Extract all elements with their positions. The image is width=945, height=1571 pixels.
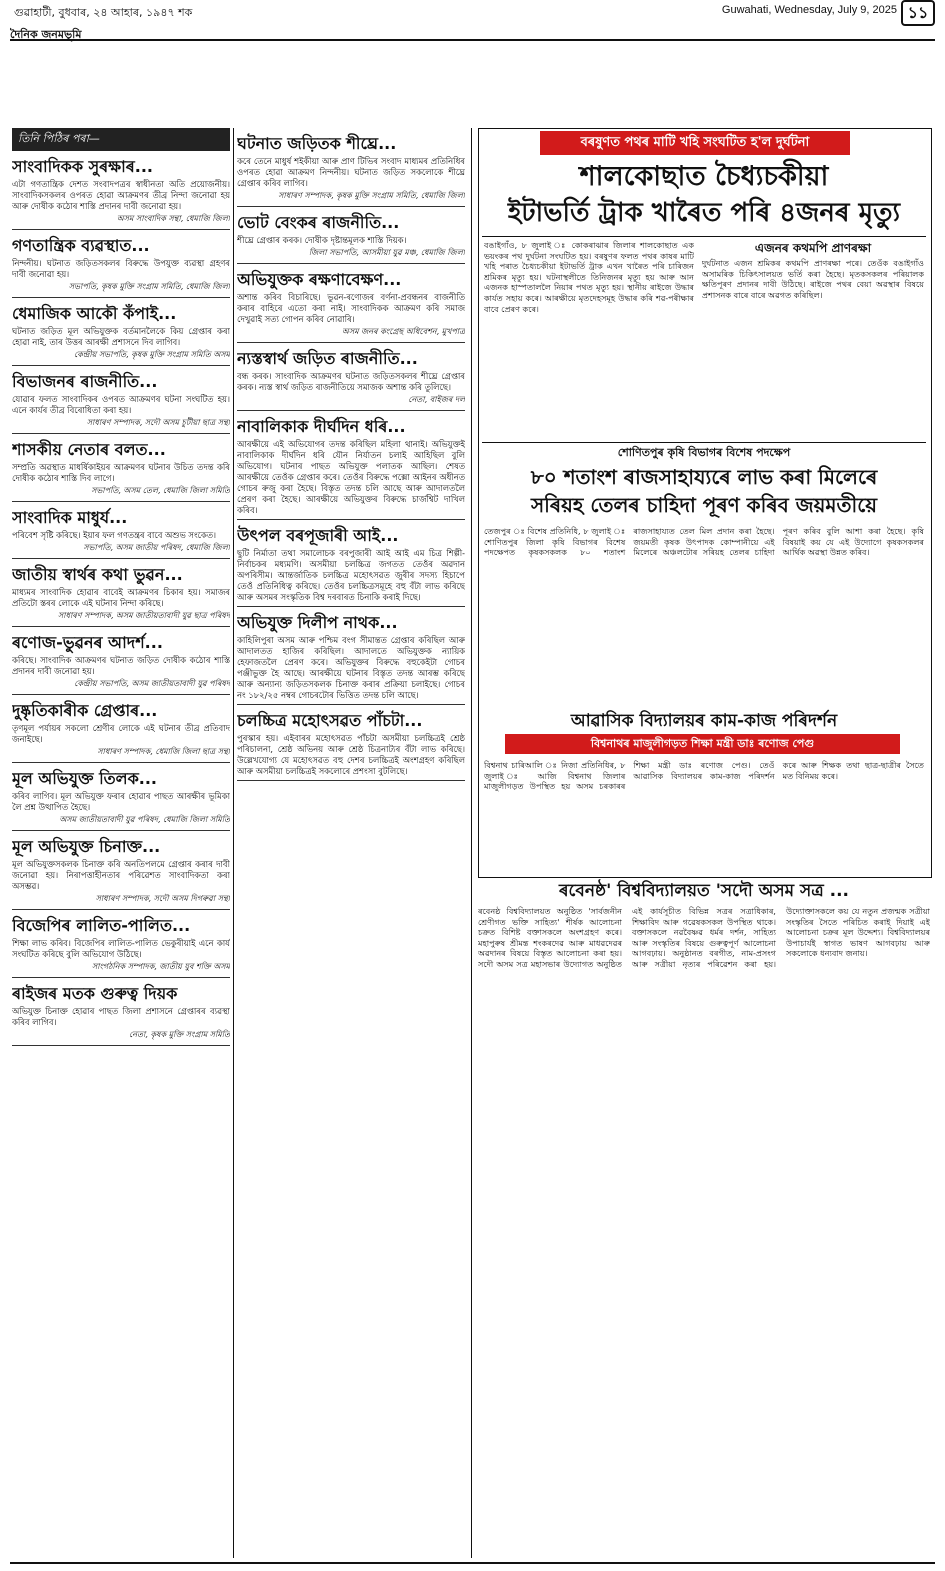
article-headline: বিভাজনৰ ৰাজনীতি... [12, 372, 158, 391]
article-signature: সভাপতি, অসম জাতীয় পৰিষদ, ধেমাজি জিলা [83, 543, 230, 552]
article-body: কৰিছে। সাংবাদিক আক্ৰমণৰ ঘটনাত জড়িত দোষীক কঠোৰ শাস্তি প্ৰদানৰ দাবী জনোৱা হয়। [12, 655, 230, 676]
article-headline: সাংবাদিকক সুৰক্ষাৰ... [12, 157, 154, 176]
article-signature: সাধাৰণ সম্পাদক, সদৌ অসম চুটীয়া ছাত্ৰ সন্থা [86, 418, 230, 427]
agri-text: তেজপুৰ ঃ বিশেষ প্ৰতিনিধি, ৮ জুলাই ঃ শোণিতপুৰ জিলা কৃষি বিভাগৰ বিশেষ পদক্ষেপত কৃষকসকলক ৮০ শতাংশ ৰাজসাহায্যত তেল মিল প্ৰদান কৰা হৈছে। জয়মতী কৃষক উৎপাদক কোম্পানীয়ে এই মিলেৰে অঞ্চলটোৰ সৰিয়হ তেলৰ চাহিদা পূৰণ কৰিব বুলি আশা কৰা হৈছে। কৃষি বিষয়াই কয় যে এই উদ্যোগে কৃষকসকলৰ আৰ্থিক অৱস্থা উন্নত কৰিব। [484, 526, 924, 558]
article-separator [237, 606, 465, 607]
article-signature: সাধাৰণ সম্পাদক, ধেমাজি জিলা ছাত্ৰ সন্থা [97, 747, 230, 756]
agri-headline-2: সৰিয়হ তেলৰ চাহিদা পূৰণ কৰিব জয়মতীয়ে [530, 493, 878, 517]
article-separator [12, 558, 230, 559]
header-date-assamese: গুৱাহাটী, বুধবাৰ, ২৪ আহাৰ, ১৯৪৭ শক [14, 6, 193, 19]
column-2 [237, 128, 465, 1558]
article-separator [237, 704, 465, 705]
article-body: অশান্ত কৰিব বিচাৰিছে। ভুৱন-ৰণোজৰ বৰ্ণনা-প্ৰবন্ধনৰ বাজনীতি কৰাৰ বাহিৰে এতো কৰা নাই। সাংবাদিকক আক্ৰমণ কৰি সমাজ দেখুৱাই সত্য গোপন কৰিব নোৱাৰি। [237, 292, 465, 324]
accident-strap: বৰষুণত পথৰ মাটি খহি সংঘটিত হ'ল দুৰ্ঘটনা [540, 131, 850, 155]
article-signature: কেন্দ্ৰীয় সভাপতি, কৃষক মুক্তি সংগ্ৰাম সমিতি অসম [74, 350, 230, 359]
article-signature: সভাপতি, কৃষক মুক্তি সংগ্ৰাম সমিতি, ধেমাজি জিলা [68, 282, 230, 291]
article-body: কাহিলিপুৰা অসম আৰু পশ্চিম বংগ সীমান্তত গ্ৰেপ্তাৰ কৰিছিল আৰু আদালতত হাজিৰ কৰিছিল। আদালতে অভিযুক্তক ন্যায়িক হেফাজতলৈ প্ৰেৰণ কৰে। অভিযুক্তৰ বিৰুদ্ধে বহুকেইটা গোচৰ পঞ্জীভুক্ত হৈ আছে। আৰক্ষীয়ে ঘটনাৰ বিস্তৃত তদন্ত আৰম্ভ কৰিছে আৰু অন্যান্য জড়িতসকলক চিনাক্ত কৰাৰ প্ৰক্ৰিয়া চলাইছে। গোচৰ নং ১৮২/২৫ নম্বৰ গোচৰটোৰ ভিত্তিত তদন্ত চলি আছে। [237, 635, 465, 700]
article-headline: ৰণোজ-ভুৱনৰ আদৰ্শ... [12, 633, 163, 652]
article-body: যোৱাৰ ফলত সাংবাদিকৰ ওপৰত আক্ৰমণৰ ঘটনা সংঘটিত হয়। এনে কাৰ্যৰ তীব্ৰ বিৰোধিতা কৰা হয়। [12, 394, 230, 415]
article-body: মূল অভিযুক্তসকলক চিনাক্ত কৰি অনতিপলমে গ্ৰেপ্তাৰ কৰাৰ দাবী জনোৱা হয়। নিৰাপত্তাহীনতাৰ পৰিৱেশত সাংবাদিকতা কৰা অসম্ভৱ। [12, 859, 230, 891]
bottom-rule [10, 1562, 935, 1564]
article-separator [12, 909, 230, 910]
article-signature: নেতা, বাইজৰ দল [408, 395, 465, 404]
article-body: আৰক্ষীয়ে এই অভিযোগৰ তদন্ত কৰিছিল মহিলা থানাই। অভিযুক্তই নাবালিকাক দীৰ্ঘদিন ধৰি যৌন নিৰ্যাতন চলাই আহিছিল বুলি অভিযোগ। ঘটনাৰ পাছত অভিযুক্ত পলাতক আছিল। শেষত আৰক্ষীয়ে তেওঁক গ্ৰেপ্তাৰ কৰে। তেওঁৰ বিৰুদ্ধে পক্সো আইনৰ অধীনত গোচৰ ৰুজু কৰা হৈছে। বিস্তৃত তদন্ত চলি আছে আৰু আদালতলৈ প্ৰেৰণ কৰা হৈছে। আৰক্ষীয়ে অভিযুক্তৰ বিৰুদ্ধে চাৰ্জশ্বিট দাখিল কৰিব। [237, 439, 465, 515]
article-body: কৰিব লাগিব। মূল অভিযুক্ত ফৰাৰ হোৱাৰ পাছত আৰক্ষীৰ ভূমিকা লৈ প্ৰশ্ন উত্থাপিত হৈছে। [12, 791, 230, 812]
agri-headline-1: ৮০ শতাংশ ৰাজসাহায্যৰে লাভ কৰা মিলেৰে [530, 465, 878, 489]
article-body: পুৰস্কাৰ হয়। এইবাৰৰ মহোৎসৱত পাঁচটা অসমীয়া চলচ্চিত্ৰই শ্ৰেষ্ঠ পৰিচালনা, শ্ৰেষ্ঠ অভিনয় আৰু শ্ৰেষ্ঠ চিত্ৰনাট্যৰ বঁটা লাভ কৰিছে। উল্লেখযোগ্য যে মহোৎসৱত বহু দেশৰ চলচ্চিত্ৰই অংশগ্ৰহণ কৰিছিল আৰু অসমীয়া চলচ্চিত্ৰই সকলোৰে প্ৰশংসা বুটলিছে। [237, 733, 465, 776]
article-separator [237, 519, 465, 520]
article-signature: নেতা, কৃষক মুক্তি সংগ্ৰাম সমিতি [129, 1030, 230, 1039]
article-separator [12, 433, 230, 434]
article-separator [237, 263, 465, 264]
article-body: অভিযুক্ত চিনাক্ত হোৱাৰ পাছত জিলা প্ৰশাসনে গ্ৰেপ্তাৰৰ ব্যৱস্থা কৰিব লাগিব। [12, 1006, 230, 1027]
article-signature: অসম জাতীয়তাবাদী যুৱ পৰিষদ, ধেমাজি জিলা সমিতি [59, 815, 230, 824]
column-1-articles [12, 157, 230, 1046]
accident-subhead: এজনৰ কথমপি প্ৰাণৰক্ষা [754, 241, 872, 255]
article-separator [12, 762, 230, 763]
column-divider [233, 128, 234, 1558]
article-signature: সাধাৰণ সম্পাদক, অসম জাতীয়তাবাদী যুৱ ছাত্ৰ পৰিষদ [57, 611, 230, 620]
accident-subtext: দুৰ্ঘটনাত এজন শ্ৰমিকৰ কথমপি প্ৰাণৰক্ষা পৰে। তেওঁক বঙাইগাঁও অসামৰিক চিকিৎসালয়ত ভৰ্তি কৰা হৈছে। মৃতকসকলৰ পৰিয়ালক ক্ষতিপূৰণ প্ৰদানৰ দাবী উঠিছে। ৰাইজে পথৰ বেয়া অৱস্থাৰ বিষয়ে প্ৰশাসনক বাৰে বাৰে অৱগত কৰিছিল। [702, 258, 924, 300]
article-signature: সাধাৰণ সম্পাদক, কৃষক মুক্তি সংগ্ৰাম সমিতি, ধেমাজি জিলা [278, 191, 465, 200]
article-body: নিন্দনীয়। ঘটনাত জড়িতসকলৰ বিৰুদ্ধে উপযুক্ত ব্যৱস্থা গ্ৰহণৰ দাবী জনোৱা হয়। [12, 258, 230, 279]
article-signature: অসম জনৰ কংগ্ৰেছ অধিবেশন, মুখপাত্ৰ [341, 327, 465, 336]
divider [482, 442, 926, 443]
article-body: ছুটি নিৰ্মাতা তথা সমালোচক বৰপুজাৰী আই আই এম চিত্ৰ শিল্পী-নিৰ্বাচকৰ মধ্যমণি। অসমীয়া চলচ্চিত্ৰ জগতত তেওঁৰ অৱদান অপৰিসীম। আন্তৰ্জাতিক চলচ্চিত্ৰ মহোৎসৱত জুৰীৰ সদস্য হিচাপে তেওঁ প্ৰতিনিধিত্ব কৰিছে। তেওঁৰ চলচ্চিত্ৰসমূহে বহু বঁটা লাভ কৰিছে আৰু অসমৰ সংস্কৃতিক বিশ্ব দৰবাৰত চিনাকি কৰাই দিছে। [237, 548, 465, 602]
article-signature: সাধাৰণ সম্পাদক, সদৌ অসম দিগৰুৱা সন্থা [95, 894, 230, 903]
accident-headline-2: ইটাভৰ্তি ট্ৰাক খাৰৈত পৰি ৪জনৰ মৃত্যু [507, 198, 901, 228]
article-headline: বিজেপিৰ লালিত-পালিত... [12, 916, 191, 935]
accident-headline-1: শালকোছাত চৈধ্যচকীয়া [579, 161, 829, 192]
article-body: সম্প্ৰতি অৱস্থাত মাধৰ্ষিকাইয়ৰ আক্ৰমণৰ ঘটনাৰ উচিত তদন্ত কৰি দোষীক কঠোৰ শাস্তি দিব লাগে। [12, 462, 230, 483]
article-headline: গণতান্ত্ৰিক ব্যৱস্থাত... [12, 236, 150, 255]
article-body: মাধ্যমৰ সাংবাদিক হোৱাৰ বাবেই আক্ৰমণৰ চিকাৰ হয়। সমাজৰ প্ৰতিটো স্তৰৰ লোকে এই ঘটনাৰ নিন্দা কৰিছে। [12, 587, 230, 608]
header-date-english: Guwahati, Wednesday, July 9, 2025 [721, 4, 897, 16]
article-separator [12, 626, 230, 627]
masthead-title: দৈনিক জনমভূমি [10, 28, 82, 41]
article-headline: শাসকীয় নেতাৰ বলত... [12, 440, 166, 459]
school-text: বিশ্বনাথ চাৰিআলি ঃ নিজা প্ৰতিনিধিৰ, ৮ জুলাই ঃ আজি বিশ্বনাথ জিলাৰ মাজুলীগড়ত উপস্থিত হয় অসম চৰকাৰৰ শিক্ষা মন্ত্ৰী ডাঃ ৰণোজ পেগু। তেওঁ আৱাসিক বিদ্যালয়ৰ কাম-কাজ পৰিদৰ্শন কৰে আৰু শিক্ষক তথা ছাত্ৰ-ছাত্ৰীৰ সৈতে মত বিনিময় কৰে। [484, 760, 924, 792]
article-headline: সাংবাদিক মাধুৰ্য... [12, 508, 128, 527]
article-separator [12, 365, 230, 366]
agri-section-label: শোণিতপুৰ কৃষি বিভাগৰ বিশেষ পদক্ষেপ [617, 446, 791, 459]
article-body: পৰিবেশ সৃষ্টি কৰিছে। ইয়াৰ ফল গণতন্ত্ৰৰ বাবে অশুভ সংকেত। [12, 530, 217, 540]
article-body: ঘটনাত জড়িত মূল অভিযুক্তক বৰ্তমানলৈকে কিয় গ্ৰেপ্তাৰ কৰা হোৱা নাই, তাৰ উত্তৰ আৰক্ষী প্ৰশাসনে দিব লাগিব। [12, 326, 230, 347]
minister-strap: বিশ্বনাথৰ মাজুলীগড়ত শিক্ষা মন্ত্ৰী ডাঃ ৰণোজ পেগু [505, 734, 900, 754]
article-headline: মূল অভিযুক্ত চিনাক্ত... [12, 837, 161, 856]
article-body: কৰে তেনে মাধুৰ্ষ শইকীয়া আৰু প্ৰাণ টিভিৰ সংবাদ মাধ্যমৰ প্ৰতিনিধিৰ ওপৰত হোৱা আক্ৰমণ নিন্দনীয়। ঘটনাত জড়িত সকলোকে শীঘ্ৰে গ্ৰেপ্তাৰ কৰিব লাগিব। [237, 156, 465, 188]
page-number: ১১ [901, 0, 935, 26]
article-separator [12, 229, 230, 230]
article-separator [237, 206, 465, 207]
article-headline: জাতীয় স্বাৰ্থৰ কথা ভুৱন... [12, 565, 183, 584]
article-signature: অসম সাংবাদিক সন্থা, ধেমাজি জিলা [116, 214, 230, 223]
article-signature: জিলা সভাপতি, আসমীয়া যুৱ মঞ্চ, ধেমাজি জিলা [308, 248, 465, 257]
article-separator [12, 297, 230, 298]
article-separator [12, 977, 230, 978]
article-headline: উৎপল বৰপূজাৰী আই... [237, 526, 399, 545]
article-signature: সভাপতি, অসম তেল, ধেমাজি জিলা সমিতি [91, 486, 230, 495]
article-headline: ঘটনাত জড়িতক শীঘ্ৰে... [237, 134, 397, 153]
article-headline: ভোট বেংকৰ ৰাজনীতি... [237, 213, 400, 232]
bottom-article [478, 880, 930, 1560]
article-separator [237, 780, 465, 781]
school-headline: আৱাসিক বিদ্যালয়ৰ কাম-কাজ পৰিদৰ্শন [570, 711, 838, 731]
article-body: তৃণমূল পৰ্যায়ৰ সকলো শ্ৰেণীৰ লোকে এই ঘটনাৰ তীব্ৰ প্ৰতিবাদ জনাইছে। [12, 723, 230, 744]
article-signature: কেন্দ্ৰীয় সভাপতি, অসম জাতীয়তাবাদী যুৱ পৰিষদ [74, 679, 230, 688]
article-headline: দুষ্কৃতিকাৰীক গ্ৰেপ্তাৰ... [12, 701, 158, 720]
column-1 [12, 128, 230, 1558]
article-headline: ন্যস্তস্বাৰ্থ জড়িত ৰাজনীতি... [237, 349, 418, 368]
article-body: এটা গণতান্ত্ৰিক দেশত সংবাদপত্ৰৰ স্বাধীনতা অতি প্ৰয়োজনীয়। সাংবাদিকসকলৰ ওপৰত হোৱা আক্ৰমণৰ তীব্ৰ নিন্দা জনোৱা হয় আৰু দোষীক কঠোৰ শাস্তি প্ৰদানৰ দাবী জনোৱা হয়। [12, 179, 230, 211]
article-separator [12, 501, 230, 502]
article-separator [12, 1045, 230, 1046]
article-body: শিক্ষা লাভ কৰিব। বিজেপিৰ লালিত-পালিত ভেকুৰীয়াই এনে কাৰ্য সংঘটিত কৰিছে বুলি অভিযোগ উঠিছে। [12, 938, 230, 959]
article-headline: চলচ্চিত্ৰ মহোৎসৱত পাঁচটা... [237, 711, 423, 730]
column-divider [471, 128, 472, 1558]
article-separator [237, 342, 465, 343]
bottom-text: ৰবেনষ্ঠ বিশ্ববিদ্যালয়ত অনুষ্ঠিত 'সাৰ্বজনীন শ্ৰেণীগত ভক্তি সাহিত্য' শীৰ্ষক আলোচনা চক্ৰত বিশিষ্ট বক্তাসকলে অংশগ্ৰহণ কৰে। মহাপুৰুষ শ্ৰীমন্ত শংকৰদেৱ আৰু মাধৱদেৱৰ অৱদানৰ বিষয়ে বিস্তৃত আলোচনা কৰা হয়। সদৌ অসম সত্ৰ মহাসভাৰ উদ্যোগত অনুষ্ঠিত এই কাৰ্যসূচীত বিভিন্ন সত্ৰৰ সত্ৰাধিকাৰ, শিক্ষাবিদ আৰু গৱেষকসকল উপস্থিত থাকে। বক্তাসকলে নৱবৈষ্ণৱ ধৰ্মৰ দৰ্শন, সাহিত্য আৰু সংস্কৃতিৰ বিষয়ে গুৰুত্বপূৰ্ণ আলোচনা আগবঢ়ায়। অনুষ্ঠানত বৰগীত, নাম-প্ৰসংগ আৰু সত্ৰীয়া নৃত্যৰ পৰিৱেশন কৰা হয়। উদ্যোক্তাসকলে কয় যে নতুন প্ৰজন্মক সত্ৰীয়া সংস্কৃতিৰ সৈতে পৰিচিত কৰাই দিয়াই এই আলোচনা চক্ৰৰ মূল উদ্দেশ্য। বিশ্ববিদ্যালয়ৰ উপাচাৰ্যই স্বাগত ভাষণ আগবঢ়ায় আৰু সকলোকে ধন্যবাদ জনায়। [478, 906, 930, 969]
article-signature: সাংগঠনিক সম্পাদক, জাতীয় যুব শক্তি অসম [91, 962, 230, 971]
article-headline: অভিযুক্তক ৰক্ষণাবেক্ষণ... [237, 270, 402, 289]
article-separator [12, 694, 230, 695]
article-headline: মূল অভিযুক্ত তিলক... [12, 769, 157, 788]
bottom-headline: ৰবেনষ্ঠ' বিশ্ববিদ্যালয়ত 'সদৌ অসম সত্ৰ ... [558, 881, 849, 901]
article-headline: অভিযুক্ত দিলীপ নাথক... [237, 613, 398, 632]
article-headline: নাবালিকাক দীৰ্ঘদিন ধৰি... [237, 417, 406, 436]
column-2-articles [237, 134, 465, 781]
article-separator [237, 410, 465, 411]
article-body: শীঘ্ৰে গ্ৰেপ্তাৰ কৰক। দোষীক দৃষ্টান্তমূলক শাস্তি দিয়ক। [237, 235, 407, 245]
continued-section-head: তিনি পিঠিৰ পৰা— [12, 128, 230, 151]
masthead [10, 23, 935, 41]
article-separator [12, 830, 230, 831]
divider [482, 236, 926, 237]
accident-lead: বঙাইগাঁও, ৮ জুলাই ঃ কোকৰাঝাৰ জিলাৰ শালকোছাত এক ভয়ংকৰ পথ দুৰ্ঘটনা সংঘটিত হয়। বৰষুণৰ ফলত পথৰ কাষৰ মাটি খহি পৰাত চৈধ্যচকীয়া ইটাভৰ্তি ট্ৰাক এখন খাৰৈত পৰি চাৰিজন শ্ৰমিকৰ মৃত্যু হয়। ঘটনাস্থলীতে তিনিজনৰ মৃত্যু হয় আৰু আন এজনক হাস্পতাললৈ নিয়াৰ পথত মৃত্যু হয়। স্থানীয় ৰাইজে উদ্ধাৰ কাৰ্যত সহায় কৰে। আৰক্ষীয়ে মৃতদেহসমূহ উদ্ধাৰ কৰি শৱ-পৰীক্ষাৰ বাবে প্ৰেৰণ কৰে। [484, 240, 694, 314]
article-body: বন্ধ কৰক। সাংবাদিক আক্ৰমণৰ ঘটনাত জড়িতসকলৰ শীঘ্ৰে গ্ৰেপ্তাৰ কৰক। ন্যস্ত স্বাৰ্থ জড়িত ৰাজনীতিয়ে সমাজক অশান্ত কৰি তুলিছে। [237, 371, 465, 392]
article-headline: ৰাইজৰ মতক গুৰুত্ব দিয়ক [12, 984, 178, 1003]
article-headline: ধেমাজিক আকৌ কঁপাই... [12, 304, 177, 323]
